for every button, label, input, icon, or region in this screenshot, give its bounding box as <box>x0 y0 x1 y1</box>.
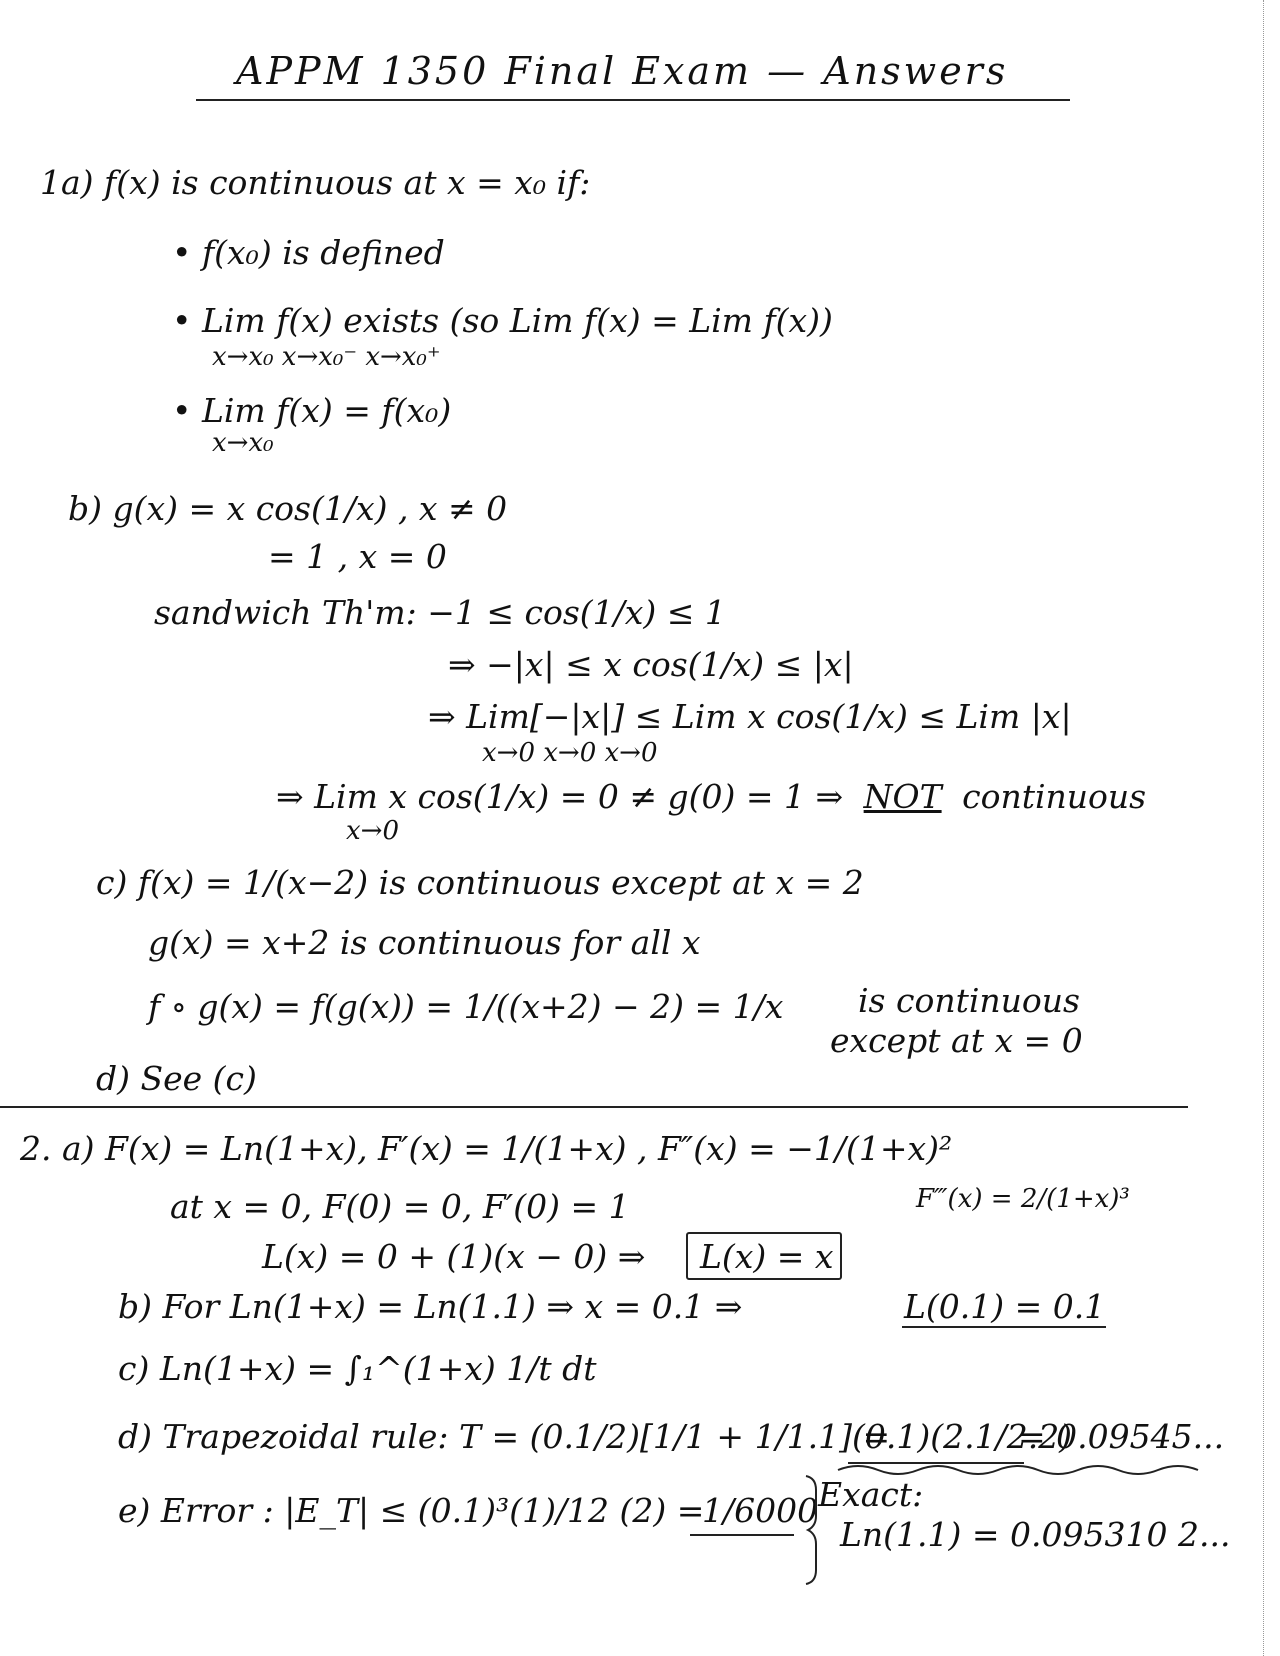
p2a-line-2: at x = 0, F(0) = 0, F′(0) = 1 <box>170 1187 630 1226</box>
p1a-bullet-2-limits: x→x₀ x→x₀⁻ x→x₀⁺ <box>212 342 441 372</box>
p1b-limits-sub: x→0 x→0 x→0 <box>482 738 658 768</box>
p1a-heading: 1a) f(x) is continuous at x = x₀ if: <box>40 163 591 202</box>
p1a-bullet-1: • f(x₀) is defined <box>172 233 445 272</box>
p1c-line-1: c) f(x) = 1/(x−2) is continuous except at x = 2 <box>96 863 864 902</box>
p1c-line-2: g(x) = x+2 is continuous for all x <box>148 923 701 962</box>
p2a-answer: L(x) = x <box>700 1237 834 1276</box>
p1c-line-3-right-2: except at x = 0 <box>830 1021 1083 1060</box>
p1b-sandwich-line: sandwich Th'm: −1 ≤ cos(1/x) ≤ 1 <box>154 593 726 632</box>
p2e-exact-value: Ln(1.1) = 0.095310 2... <box>840 1515 1231 1554</box>
page-title: APPM 1350 Final Exam — Answers <box>236 49 1009 93</box>
p2a-third-derivative: F‴(x) = 2/(1+x)³ <box>916 1184 1130 1214</box>
p1b-def-line-1: b) g(x) = x cos(1/x) , x ≠ 0 <box>68 489 508 528</box>
p1b-conclusion-sub: x→0 <box>346 816 399 846</box>
p1b-limits-line: ⇒ Lim[−|x|] ≤ Lim x cos(1/x) ≤ Lim |x| <box>428 697 1072 736</box>
p2d-value: = 0.09545... <box>1018 1417 1225 1456</box>
p1b-conclusion-text: ⇒ Lim x cos(1/x) = 0 ≠ g(0) = 1 ⇒ <box>276 777 844 816</box>
p2e-brace <box>806 1476 816 1584</box>
p1b-not-text: NOT <box>863 777 942 816</box>
p2c-line: c) Ln(1+x) = ∫₁^(1+x) 1/t dt <box>118 1349 597 1388</box>
p1b-continuous-text: continuous <box>962 777 1147 816</box>
p1c-line-3-right-1: is continuous <box>858 981 1080 1020</box>
p1d-line: d) See (c) <box>96 1059 257 1098</box>
p2e-result: 1/6000 <box>702 1491 819 1530</box>
p2e-line: e) Error : |E_T| ≤ (0.1)³(1)/12 (2) = <box>118 1491 705 1530</box>
p1a-bullet-2: • Lim f(x) exists (so Lim f(x) = Lim f(x)) <box>172 301 833 340</box>
p2a-line-1: 2. a) F(x) = Ln(1+x), F′(x) = 1/(1+x) , F″(x) = −1/(1+x)² <box>20 1129 953 1168</box>
p1c-line-3: f ∘ g(x) = f(g(x)) = 1/((x+2) − 2) = 1/x <box>148 987 784 1026</box>
p1b-def-line-2: = 1 , x = 0 <box>268 537 447 576</box>
p2a-line-3: L(x) = 0 + (1)(x − 0) ⇒ <box>262 1237 646 1276</box>
p2b-line: b) For Ln(1+x) = Ln(1.1) ⇒ x = 0.1 ⇒ <box>118 1287 743 1326</box>
p2d-line: d) Trapezoidal rule: T = (0.1/2)[1/1 + 1/1.1] = <box>118 1417 891 1456</box>
p2d-wavy-divider <box>838 1466 1198 1474</box>
p2d-result: (0.1)(2.1/2.2) <box>852 1417 1073 1456</box>
p2b-result: L(0.1) = 0.1 <box>904 1287 1106 1326</box>
p1a-bullet-3-limit: x→x₀ <box>212 428 274 458</box>
p1b-inequality-line: ⇒ −|x| ≤ x cos(1/x) ≤ |x| <box>448 645 854 684</box>
p1a-bullet-3: • Lim f(x) = f(x₀) <box>172 391 452 430</box>
p2e-exact-label: Exact: <box>818 1475 924 1514</box>
